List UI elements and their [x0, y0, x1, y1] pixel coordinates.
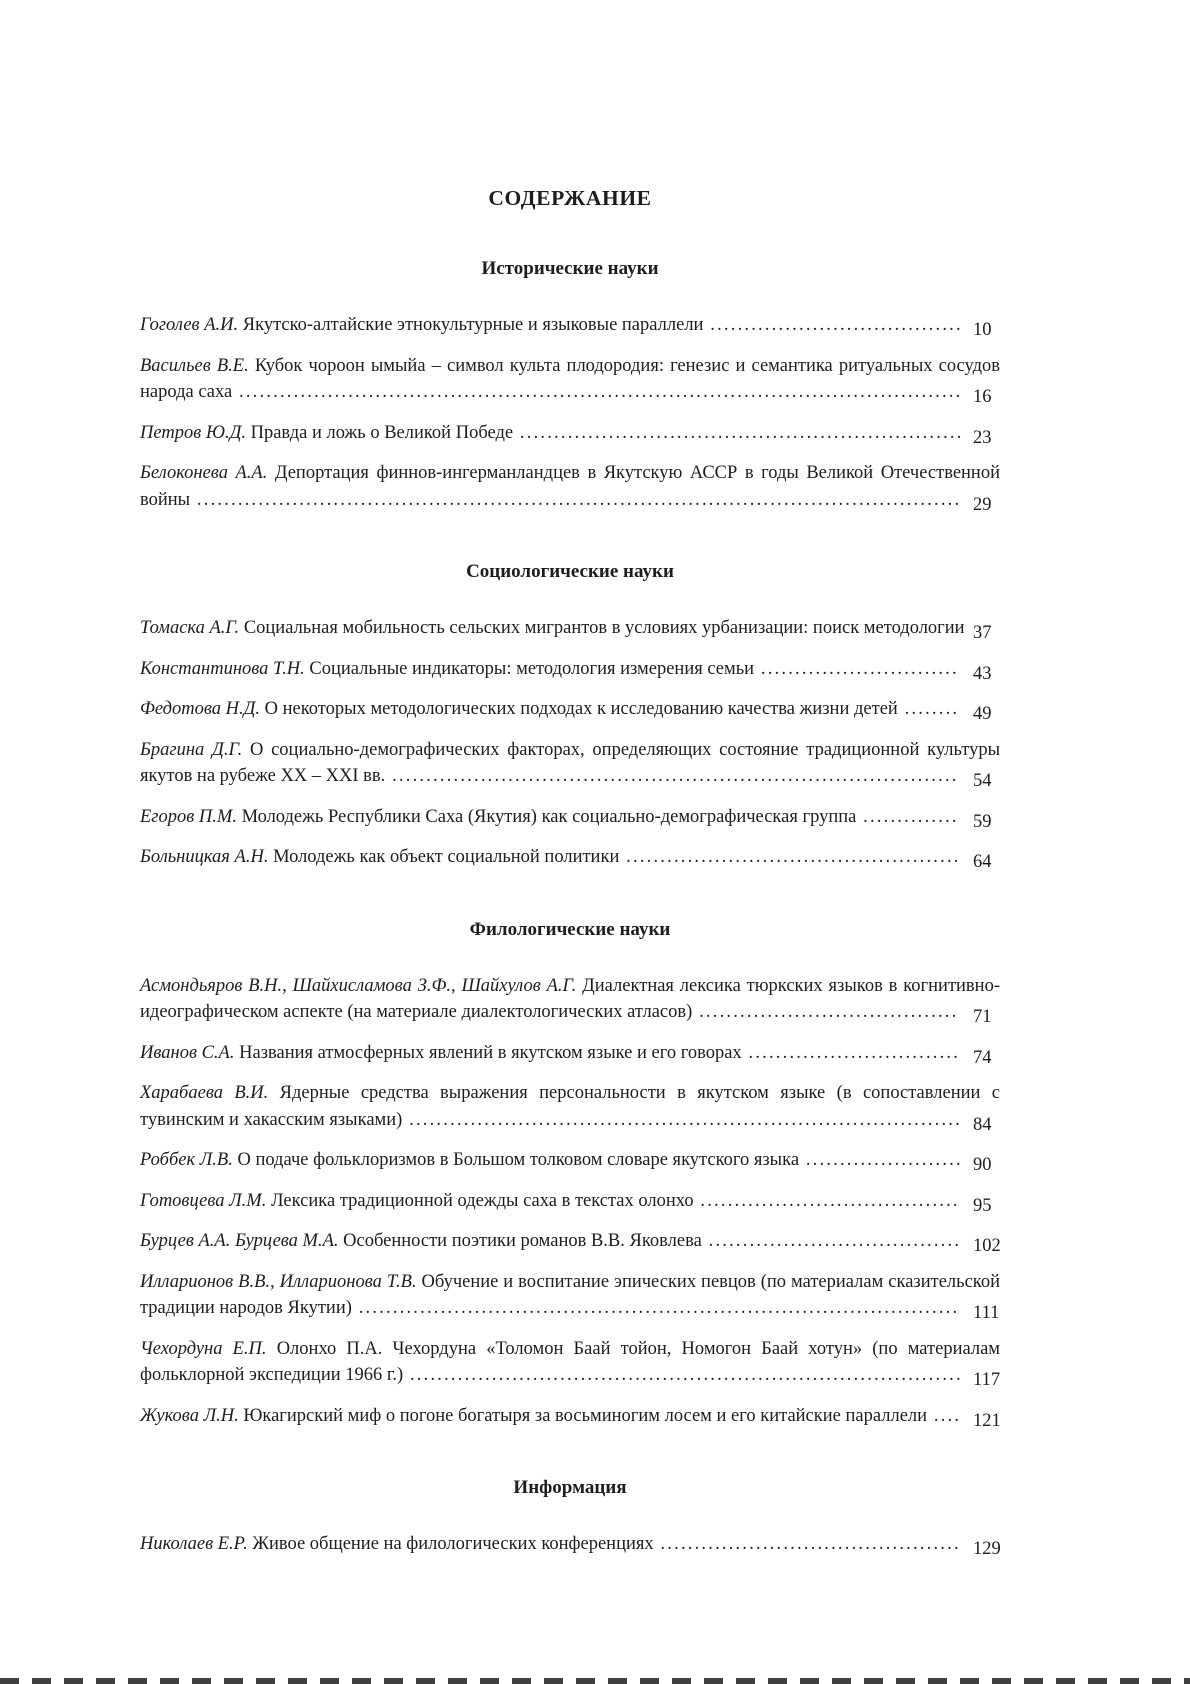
entry-authors: Петров Ю.Д. — [140, 422, 246, 443]
dot-leader: ................................................................................. — [402, 1109, 962, 1130]
toc-entry — [140, 615, 1000, 642]
entry-page-number: 49 — [973, 704, 992, 724]
toc-entry — [140, 1188, 1000, 1215]
entry-authors: Больницкая А.Н. — [140, 847, 269, 867]
entry-page-number: 10 — [973, 320, 992, 340]
entry-title: Олонхо П.А. Чехордуна «Толомон Баай тойон, Номогон Баай хотун» (по материалам фольклорной экспедиции 1966 г.) — [140, 1338, 1001, 1385]
entry-text — [140, 973, 1000, 1026]
entry-title: Молодежь как объект социальной политики — [268, 847, 620, 867]
toc-entry — [140, 1403, 1000, 1430]
dot-leader: .............. — [856, 806, 959, 827]
entry-authors: Васильев В.Е. — [140, 355, 249, 376]
entry-page-number: 129 — [973, 1539, 1001, 1559]
dot-leader: ....................... — [799, 1150, 963, 1170]
dot-leader: ................................................. — [619, 847, 961, 867]
dot-leader: ................................................................................... — [385, 766, 959, 786]
entry-title: Лексика традиционной одежды саха в текстах олонхо — [266, 1190, 694, 1211]
dot-leader: ................................................................................................................ — [190, 489, 962, 510]
entry-title: Особенности поэтики романов В.В. Яковлева — [338, 1231, 702, 1251]
section-entries — [140, 973, 1000, 1430]
toc-sections — [140, 256, 1000, 1558]
dot-leader: ........................................................................................ — [351, 1298, 960, 1318]
entry-page-number: 16 — [973, 387, 992, 407]
toc-entry — [140, 656, 1000, 683]
entry-text — [140, 353, 1000, 406]
entry-authors: Харабаева В.И. — [140, 1083, 269, 1103]
entry-authors: Асмондьяров В.Н., Шайхисламова З.Ф., Шайхулов А.Г. — [140, 975, 577, 996]
entry-title: О некоторых методологических подходах к исследованию качества жизни детей — [260, 699, 898, 719]
entry-text — [140, 696, 1000, 723]
page-title: СОДЕРЖАНИЕ — [488, 186, 652, 210]
entry-text — [140, 656, 1000, 683]
dot-leader: ..................................... — [703, 315, 963, 335]
entry-title: Якутско-алтайские этнокультурные и языковые параллели — [238, 315, 704, 335]
dot-leader: .... — [927, 1405, 962, 1426]
entry-text — [140, 1531, 1000, 1558]
toc-entry — [140, 420, 1000, 447]
section-heading: Социологические науки — [466, 561, 674, 582]
toc-entry — [140, 844, 1000, 871]
entry-title: Диалектная лексика тюркских языков в когнитивно-идеографическом аспекте (на материале диалектологических атласов) — [140, 975, 1000, 1022]
toc-entry — [140, 353, 1000, 406]
dot-leader: ................................................................................. — [403, 1365, 963, 1385]
entry-page-number: 102 — [973, 1236, 1001, 1256]
entry-title: Правда и ложь о Великой Победе — [245, 422, 514, 443]
entry-authors: Чехордуна Е.П. — [140, 1338, 267, 1359]
entry-authors: Томаска А.Г. — [140, 618, 240, 638]
entry-text — [140, 804, 1000, 831]
dot-leader: ............................... — [741, 1042, 961, 1063]
dot-leader: ............................. — [754, 658, 959, 679]
entry-title: Депортация финнов-ингерманландцев в Якутскую АССР в годы Великой Отечественной войны — [140, 463, 1000, 510]
toc-entry — [140, 804, 1000, 831]
section-heading: Филологические науки — [469, 918, 671, 940]
entry-text — [140, 615, 1000, 642]
entry-text — [140, 460, 1000, 513]
entry-authors: Федотова Н.Д. — [140, 699, 261, 719]
entry-authors: Николаев Е.Р. — [140, 1534, 248, 1554]
entry-title: Ядерные средства выражения персональности в якутском языке (в сопоставлении с тувинским и хакасским языками) — [140, 1083, 1000, 1130]
dot-leader: ...................................... — [692, 1002, 959, 1022]
entry-text — [140, 1336, 1000, 1389]
entry-text — [140, 1403, 1000, 1430]
entry-page-number: 71 — [973, 1007, 992, 1027]
entry-text — [140, 1080, 1000, 1133]
entry-authors: Роббек Л.В. — [140, 1150, 233, 1170]
entry-title: Социальные индикаторы: методология измерения семьи — [304, 658, 755, 679]
entry-title: О подаче фольклоризмов в Большом толковом словаре якутского языка — [232, 1150, 800, 1170]
dot-leader: .......................................................................................................... — [232, 382, 963, 402]
toc-entry — [140, 1228, 1000, 1255]
entry-page-number: 74 — [973, 1047, 992, 1068]
entry-authors: Константинова Т.Н. — [140, 658, 305, 679]
entry-text — [140, 1269, 1000, 1322]
entry-text — [140, 1147, 1000, 1174]
toc-section — [140, 917, 1000, 1430]
entry-page-number: 121 — [973, 1410, 1001, 1431]
entry-text — [140, 737, 1000, 790]
toc-entry — [140, 737, 1000, 790]
toc-entry — [140, 696, 1000, 723]
entry-title: О социально-демографических факторах, определяющих состояние традиционной культуры якутов на рубеже XX – XXI вв. — [140, 739, 1000, 786]
section-entries — [140, 312, 1000, 513]
entry-authors: Брагина Д.Г. — [140, 739, 243, 760]
entry-authors: Егоров П.М. — [140, 806, 237, 827]
toc-entry — [140, 973, 1000, 1026]
entry-title: Социальная мобильность сельских мигрантов в условиях урбанизации: поиск методологии — [239, 618, 965, 638]
section-heading: Исторические науки — [481, 258, 659, 279]
entry-authors: Бурцев А.А. Бурцева М.А. — [140, 1231, 339, 1251]
entry-authors: Иванов С.А. — [140, 1042, 235, 1063]
toc-entry — [140, 1080, 1000, 1133]
toc-entry — [140, 312, 1000, 339]
entry-page-number: 90 — [973, 1155, 992, 1175]
entry-page-number: 59 — [973, 811, 992, 832]
section-heading: Информация — [513, 1477, 627, 1498]
entry-title: Юкагирский миф о погоне богатыря за восьминогим лосем и его китайские параллели — [238, 1405, 928, 1426]
entry-page-number: 23 — [973, 427, 992, 448]
section-entries — [140, 615, 1000, 871]
toc-entry — [140, 1040, 1000, 1067]
entry-authors: Готовцева Л.М. — [140, 1190, 267, 1211]
toc-section — [140, 559, 1000, 871]
entry-title: Названия атмосферных явлений в якутском языке и его говорах — [234, 1042, 742, 1063]
dot-leader: ............................................ — [653, 1534, 961, 1554]
entry-text — [140, 312, 1000, 339]
toc-section — [140, 256, 1000, 513]
entry-text — [140, 1188, 1000, 1215]
section-entries — [140, 1531, 1000, 1558]
entry-page-number: 117 — [973, 1370, 1001, 1390]
entry-title: Обучение и воспитание эпических певцов (по материалам сказительской традиции народов Якутии) — [140, 1271, 1000, 1318]
entry-page-number: 84 — [973, 1114, 992, 1135]
entry-authors: Илларионов В.В., Илларионова Т.В. — [140, 1271, 417, 1292]
dot-leader: ...................................... — [693, 1190, 960, 1211]
entry-text — [140, 1228, 1000, 1255]
scan-edge-artifact — [0, 1678, 1190, 1684]
entry-text — [140, 844, 1000, 871]
entry-title: Кубок чороон ымыйа – символ культа плодородия: генезис и семантика ритуальных сосудов народа саха — [140, 355, 1000, 402]
entry-authors: Белоконева А.А. — [140, 463, 268, 483]
entry-page-number: 37 — [973, 623, 992, 643]
toc-entry — [140, 1531, 1000, 1558]
dot-leader: ........ — [897, 699, 960, 719]
entry-page-number: 43 — [973, 663, 992, 684]
entry-page-number: 29 — [973, 494, 992, 515]
toc-entry — [140, 1269, 1000, 1322]
dot-leader: ................................................................. — [513, 422, 964, 443]
toc-entry — [140, 1147, 1000, 1174]
entry-page-number: 54 — [973, 771, 992, 791]
toc-entry — [140, 460, 1000, 513]
entry-page-number: 64 — [973, 852, 992, 872]
dot-leader: ..................................... — [701, 1231, 962, 1251]
entry-title: Живое общение на филологических конференциях — [247, 1534, 654, 1554]
entry-text — [140, 1040, 1000, 1067]
toc-entry — [140, 1336, 1000, 1389]
entry-page-number: 95 — [973, 1195, 992, 1216]
entry-page-number: 111 — [973, 1303, 1000, 1323]
entry-authors: Жукова Л.Н. — [140, 1405, 239, 1426]
toc-section — [140, 1475, 1000, 1558]
entry-authors: Гоголев А.И. — [140, 315, 239, 335]
entry-title: Молодежь Республики Саха (Якутия) как социально-демографическая группа — [236, 806, 857, 827]
entry-text — [140, 420, 1000, 447]
